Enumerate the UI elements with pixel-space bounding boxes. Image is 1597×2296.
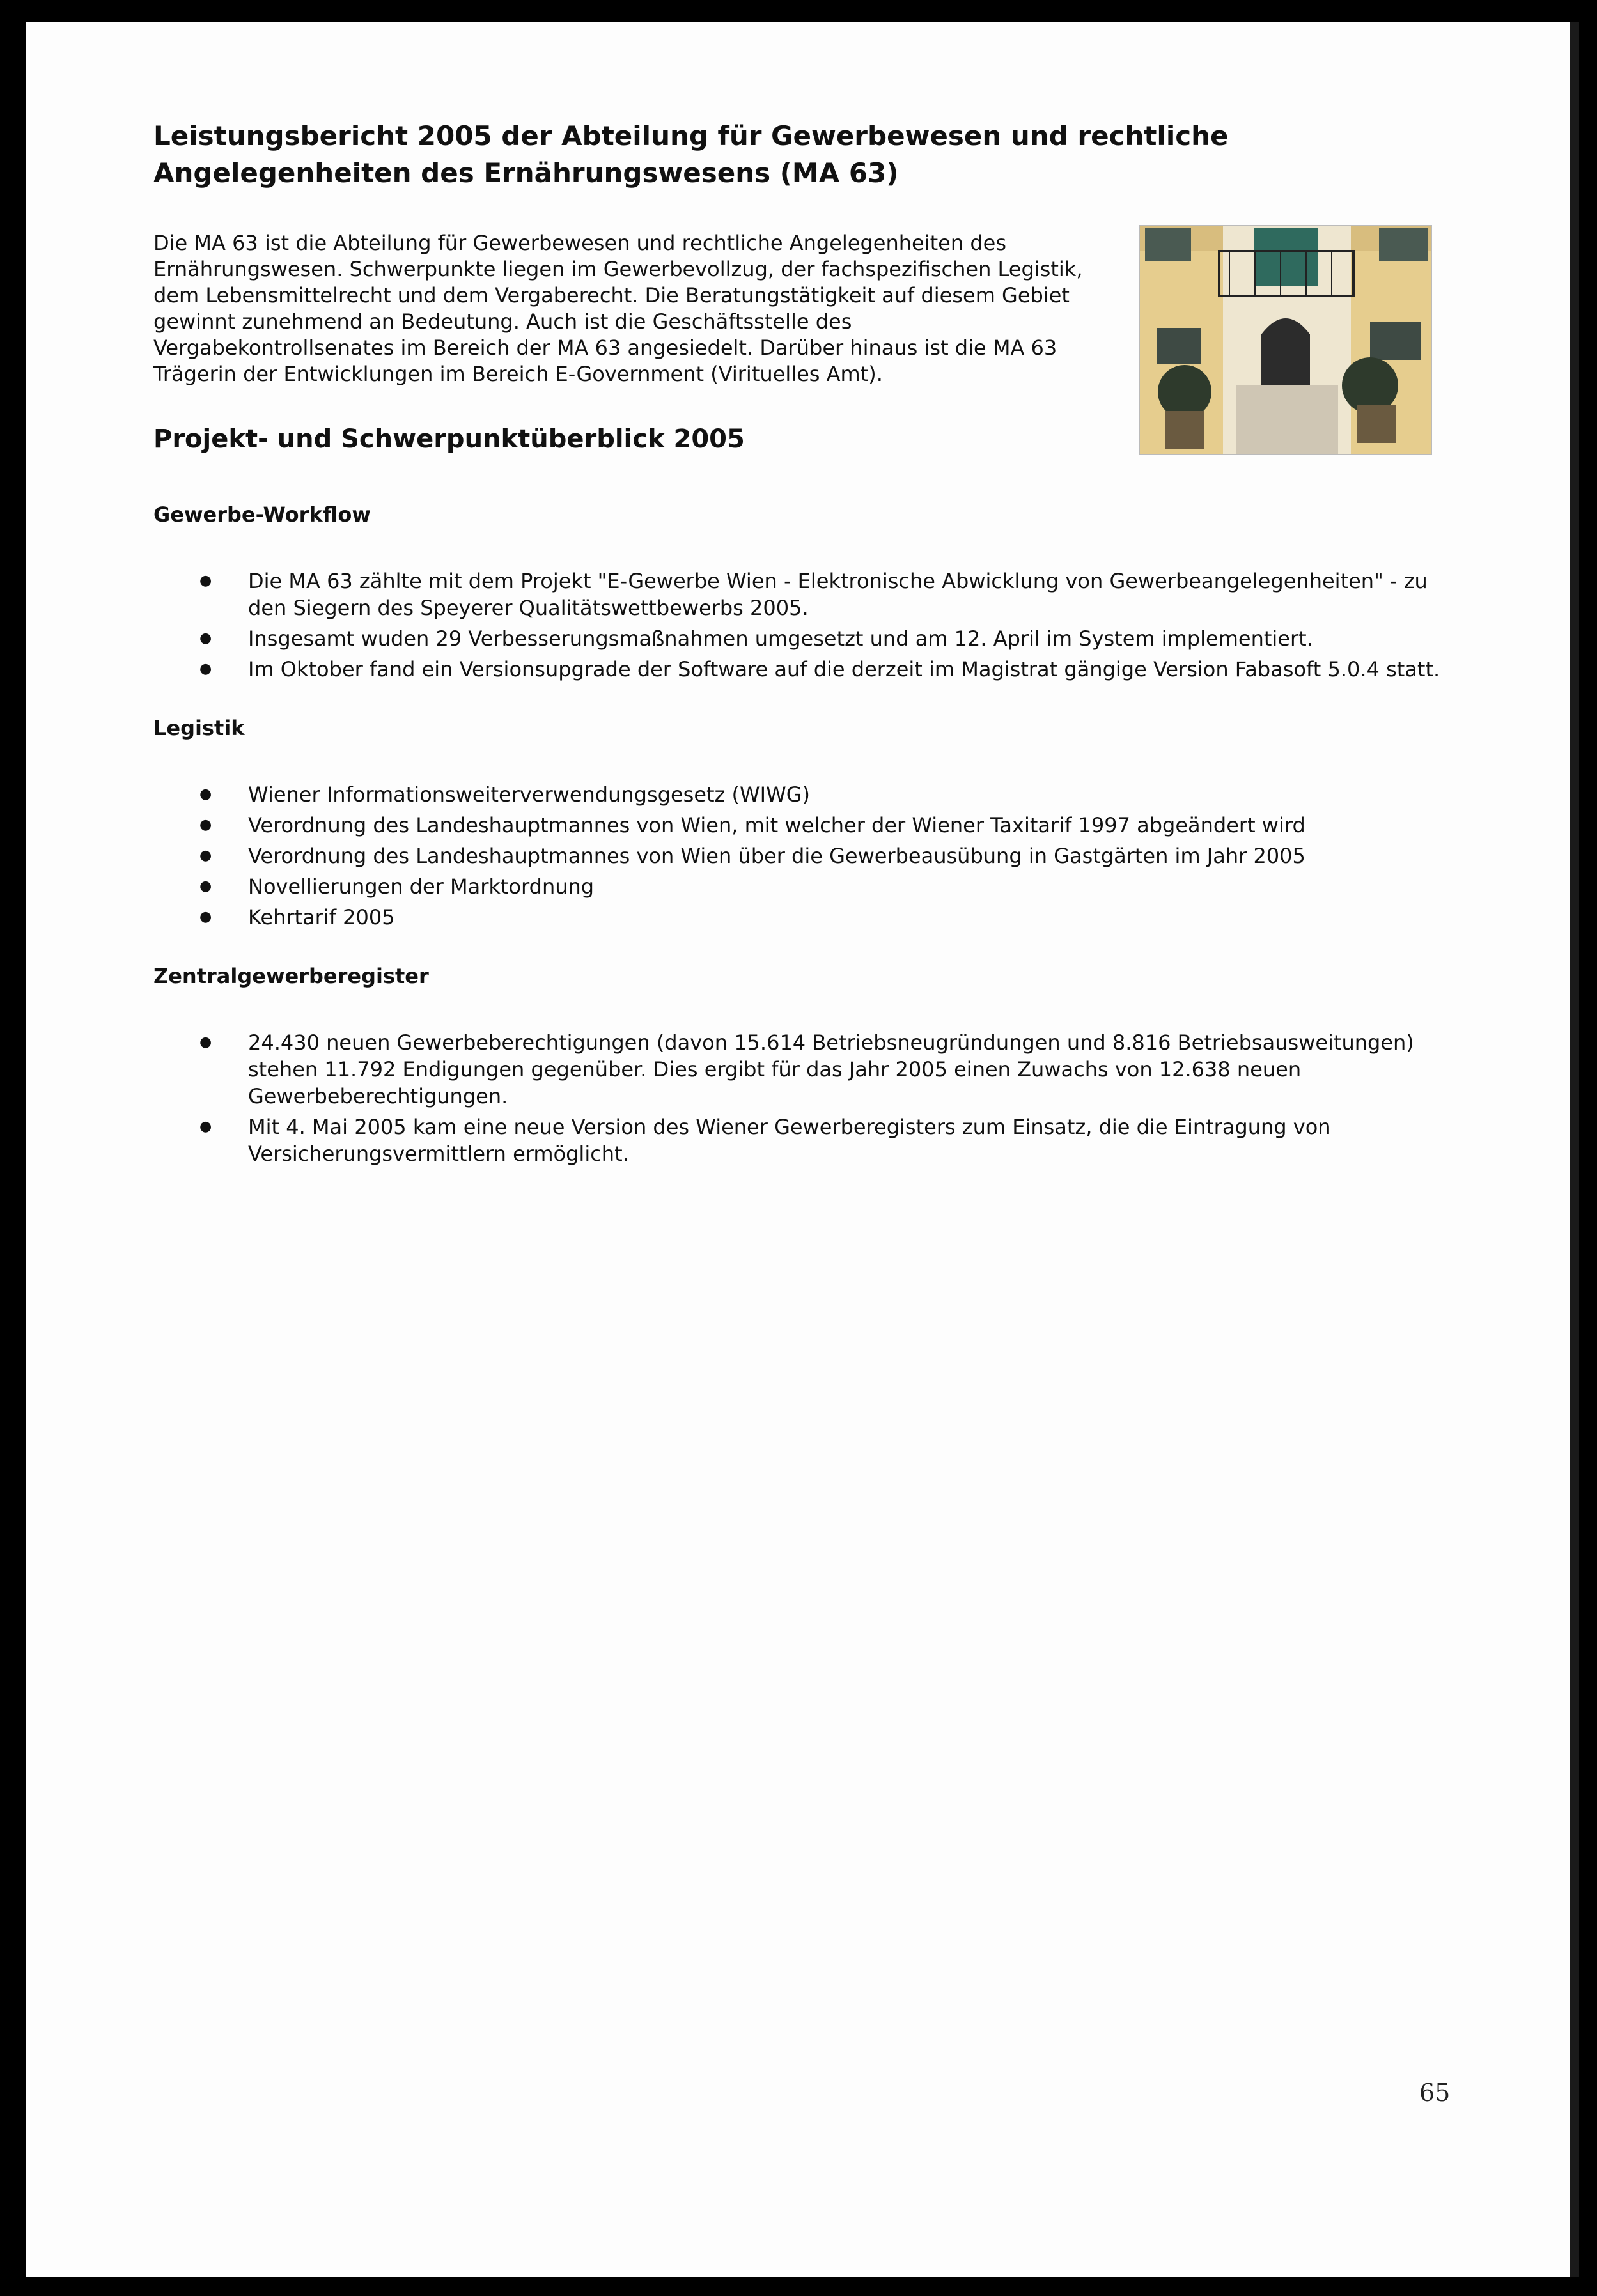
report-title: Leistungsbericht 2005 der Abteilung für Gewerbewesen und rechtliche Angelegenheiten des Ernährungswesens (MA 63) bbox=[153, 120, 1229, 189]
list-item: ● Insgesamt wuden 29 Verbesserungsmaßnahmen umgesetzt und am 12. April im System implementiert. bbox=[153, 625, 1450, 652]
intro-block bbox=[153, 230, 1477, 422]
list-item: ● Verordnung des Landeshauptmannes von Wien über die Gewerbeausübung in Gastgärten im Jahr 2005 bbox=[153, 842, 1450, 869]
list-item: ● Im Oktober fand ein Versionsupgrade der Software auf die derzeit im Magistrat gängige Version Fabasoft 5.0.4 statt. bbox=[153, 656, 1450, 683]
page-content bbox=[153, 118, 1477, 1199]
page-number: 65 bbox=[1419, 2079, 1451, 2107]
list-item: ● Verordnung des Landeshauptmannes von Wien, mit welcher der Wiener Taxitarif 1997 abgeändert wird bbox=[153, 812, 1450, 839]
section-heading-legistik: Legistik bbox=[153, 716, 245, 740]
zentralgewerberegister-list bbox=[153, 1029, 1477, 1167]
section-heading-gewerbe-workflow: Gewerbe-Workflow bbox=[153, 502, 371, 527]
document-page bbox=[26, 22, 1579, 2277]
list-item: ● Kehrtarif 2005 bbox=[153, 904, 1450, 931]
building-photo bbox=[1139, 225, 1432, 455]
overview-heading: Projekt- und Schwerpunktüberblick 2005 bbox=[153, 424, 745, 454]
list-item: ● Mit 4. Mai 2005 kam eine neue Version des Wiener Gewerberegisters zum Einsatz, die die Eintragung von Versicherungsvermittlern ermöglicht. bbox=[153, 1113, 1450, 1167]
section-heading-zentralgewerberegister: Zentralgewerberegister bbox=[153, 964, 429, 988]
list-item: ● 24.430 neuen Gewerbeberechtigungen (davon 15.614 Betriebsneugründungen und 8.816 Betriebsausweitungen) stehen 11.792 Endigungen gegenüber. Dies ergibt für das Jahr 2005 einen Zuwachs von 12.638 neuen Gewerbeberechtigungen. bbox=[153, 1029, 1450, 1110]
gewerbe-workflow-list bbox=[153, 568, 1477, 683]
list-item: ● Wiener Informationsweiterverwendungsgesetz (WIWG) bbox=[153, 781, 1450, 808]
intro-paragraph: Die MA 63 ist die Abteilung für Gewerbewesen und rechtliche Angelegenheiten des Ernährungswesen. Schwerpunkte liegen im Gewerbevollzug, der fachspezifischen Legistik, dem Lebensmittelrecht und dem Vergaberecht. Die Beratungstätigkeit auf diesem Gebiet gewinnt zunehmend an Bedeutung. Auch ist die Geschäftsstelle des Vergabekontrollsenates im Bereich der MA 63 angesiedelt. Darüber hinaus ist die MA 63 Trägerin der Entwicklungen im Bereich E-Government (Virituelles Amt). bbox=[153, 231, 1083, 386]
list-item: ● Novellierungen der Marktordnung bbox=[153, 873, 1450, 900]
scan-edge bbox=[1570, 22, 1579, 2277]
list-item: ● Die MA 63 zählte mit dem Projekt "E-Gewerbe Wien - Elektronische Abwicklung von Gewerbeangelegenheiten" - zu den Siegern des Speyerer Qualitätswettbewerbs 2005. bbox=[153, 568, 1450, 621]
legistik-list bbox=[153, 781, 1477, 931]
